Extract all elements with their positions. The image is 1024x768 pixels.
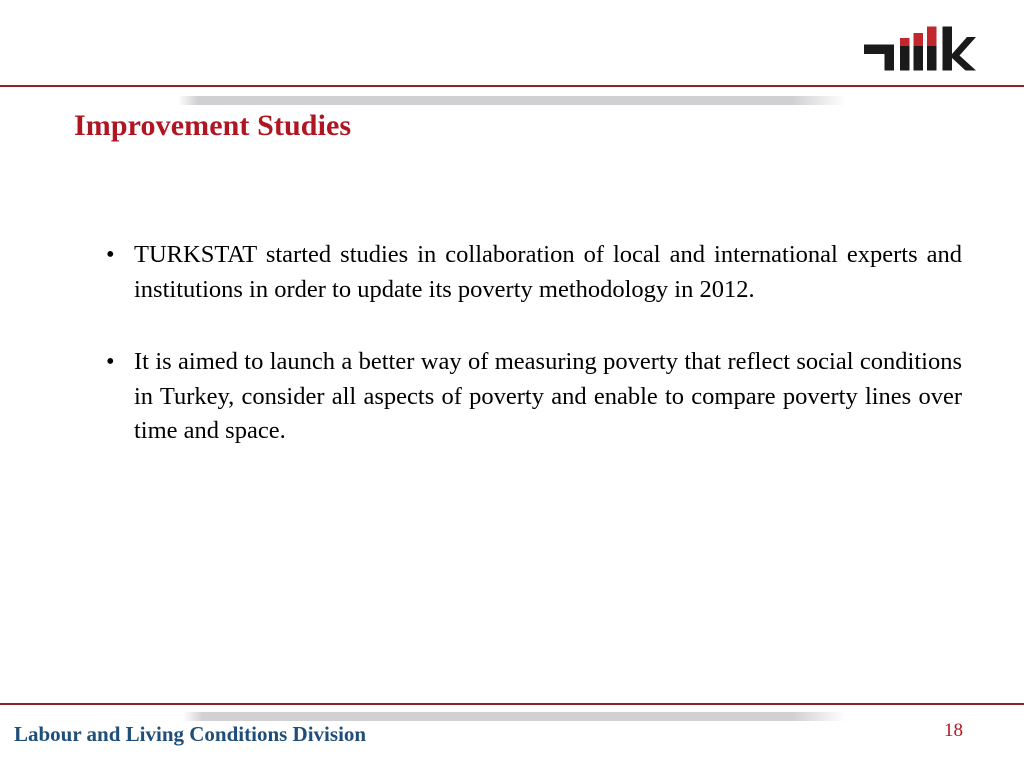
list-item [100, 238, 962, 307]
slide-header [0, 0, 1024, 88]
list-item-text: It is aimed to launch a better way of measuring poverty that reflect social conditions in Turkey, consider all aspects of poverty and enable to compare poverty lines over time and space. [134, 348, 962, 444]
footer-divider-rule [0, 703, 1024, 705]
logo-glyph-k [943, 27, 977, 71]
tuik-logo [864, 24, 976, 74]
header-divider-rule [0, 85, 1024, 87]
slide-content [100, 238, 962, 449]
bullet-point-icon: • [106, 241, 115, 268]
logo-bar-2 [914, 33, 924, 71]
footer-division-label: Labour and Living Conditions Division [14, 722, 367, 746]
slide-footer [0, 700, 1024, 768]
page-title: Improvement Studies [74, 109, 352, 142]
page-number: 18 [944, 720, 963, 741]
list-item-text: TURKSTAT started studies in collaboration of local and international experts and institutions in order to update its poverty methodology in 2012. [134, 241, 962, 303]
title-decoration-bar [178, 96, 846, 105]
bullet-point-icon: • [106, 348, 115, 375]
logo-bar-1 [900, 38, 910, 71]
logo-glyph-seven [864, 45, 894, 71]
list-item [100, 345, 962, 449]
logo-bar-3 [927, 27, 937, 71]
